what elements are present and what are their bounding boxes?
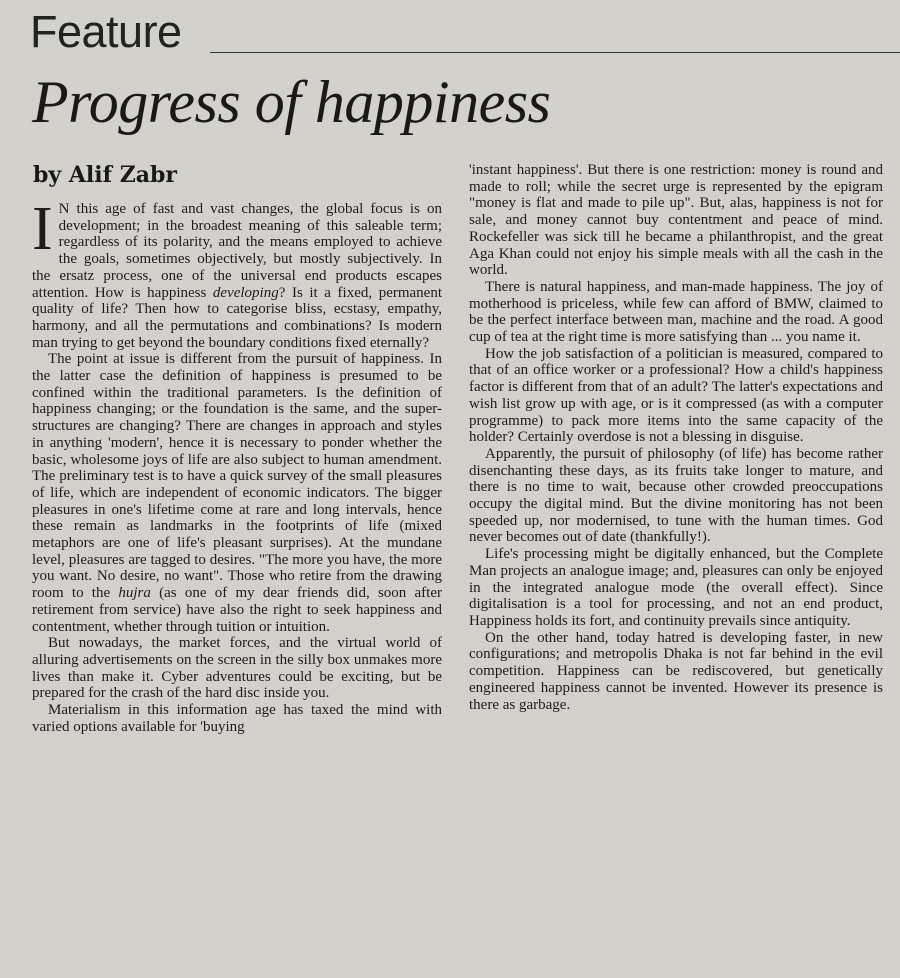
article-paragraph: There is natural happiness, and man-made happiness. The joy of motherhood is priceless, while few can afford of BMW, claimed to be the perfect interface between man, machine and the road. A good cup of tea at the right time is more satisfying than ... you name it. — [469, 278, 883, 346]
section-label: Feature — [30, 6, 182, 57]
article-paragraph: Materialism in this information age has taxed the mind with varied options available for 'buying — [32, 702, 442, 735]
article-paragraph: The point at issue is different from the pursuit of happiness. In the latter case the definition of happiness is presumed to be confined within the traditional parameters. Is the definition of happiness changing; or the foundation is the same, and the super-structures are changing? There are changes in approach and styles in anything 'modern', hence it is necessary to ponder whether the basic, wholesome joys of life are also subject to human amendment. The preliminary test is to have a quick survey of the small pleasures of life, which are independent of economic indicators. The bigger pleasures in one's lifetime come at rare and long intervals, hence these remain as landmarks in the footprints of life (mixed metaphors are one of life's pleasant surprises). At the mundane level, pleasures are tagged to desires. "The more you have, the more you want. No desire, no want". Those who retire from the drawing room to the hujra (as one of my dear friends did, soon after retirement from service) have also the right to seek happiness and contentment, whether through tuition or intuition. — [32, 351, 442, 635]
article-paragraph: On the other hand, today hatred is developing faster, in new configurations; and metropolis Dhaka is not far behind in the evil competition. Happiness can be rediscovered, but genetically engineered happiness cannot be invented. However its presence is there as garbage. — [469, 629, 883, 713]
section-header — [30, 4, 900, 60]
article-paragraph: 'instant happiness'. But there is one restriction: money is round and made to roll; while the secret urge is represented by the epigram "money is flat and made to pile up". But, alas, happiness is not for sale, and money cannot buy contentment and peace of mind. Rockefeller was sick till he became a philanthropist, and the great Aga Khan could not enjoy his simple meals with all the cash in the world. — [469, 162, 883, 279]
article-paragraph: How the job satisfaction of a politician is measured, compared to that of an office worker or a professional? How a child's happiness factor is different from that of an adult? The latter's expectations and wish list grow up with age, or is it compressed (as with a computer programme) to pack more items into the same capacity of the holder? Certainly overdose is not a blessing in disguise. — [469, 345, 883, 446]
article-column-right — [469, 162, 883, 952]
headline: Progress of happiness — [32, 69, 551, 135]
article-paragraph: But nowadays, the market forces, and the virtual world of alluring advertisements on the screen in the silly box unmakes more lives than make it. Cyber adventures could be exciting, but be prepared for the crash of the hard disc inside you. — [32, 635, 442, 702]
article-column-left — [32, 195, 442, 951]
article-paragraph: Life's processing might be digitally enhanced, but the Complete Man projects an analogue image; and, pleasures can only be enjoyed in the integrated analogue mode (the overall effect). Since digitalisation is a tool for processing, and not an end product, Happiness holds its fort, and continuity prevails since antiquity. — [469, 546, 883, 629]
drop-cap: I — [32, 195, 53, 263]
byline: by Alif Zabr — [33, 162, 178, 188]
article-paragraph: Apparently, the pursuit of philosophy (of life) has become rather disenchanting these days, as its fruits take longer to mature, and there is no time to wait, because other crowded preoccupations occupy the digital mind. But the divine monitoring has not been speeded up, nor modernised, to tune with the human times. God never becomes out of date (thankfully!). — [469, 445, 883, 546]
article-paragraph: I N this age of fast and vast changes, the global focus is on development; in the broadest meaning of this saleable term; regardless of its polarity, and the means employed to achieve the goals, sometimes objectively, but mostly subjectively. In the ersatz process, one of the universal end products escapes attention. How is happiness developing? Is it a fixed, permanent quality of life? Then how to categorise bliss, ecstasy, empathy, harmony, and all the permutations and combinations? Is modern man trying to get beyond the boundary conditions fixed eternally? — [32, 195, 442, 351]
header-rule — [210, 52, 900, 53]
